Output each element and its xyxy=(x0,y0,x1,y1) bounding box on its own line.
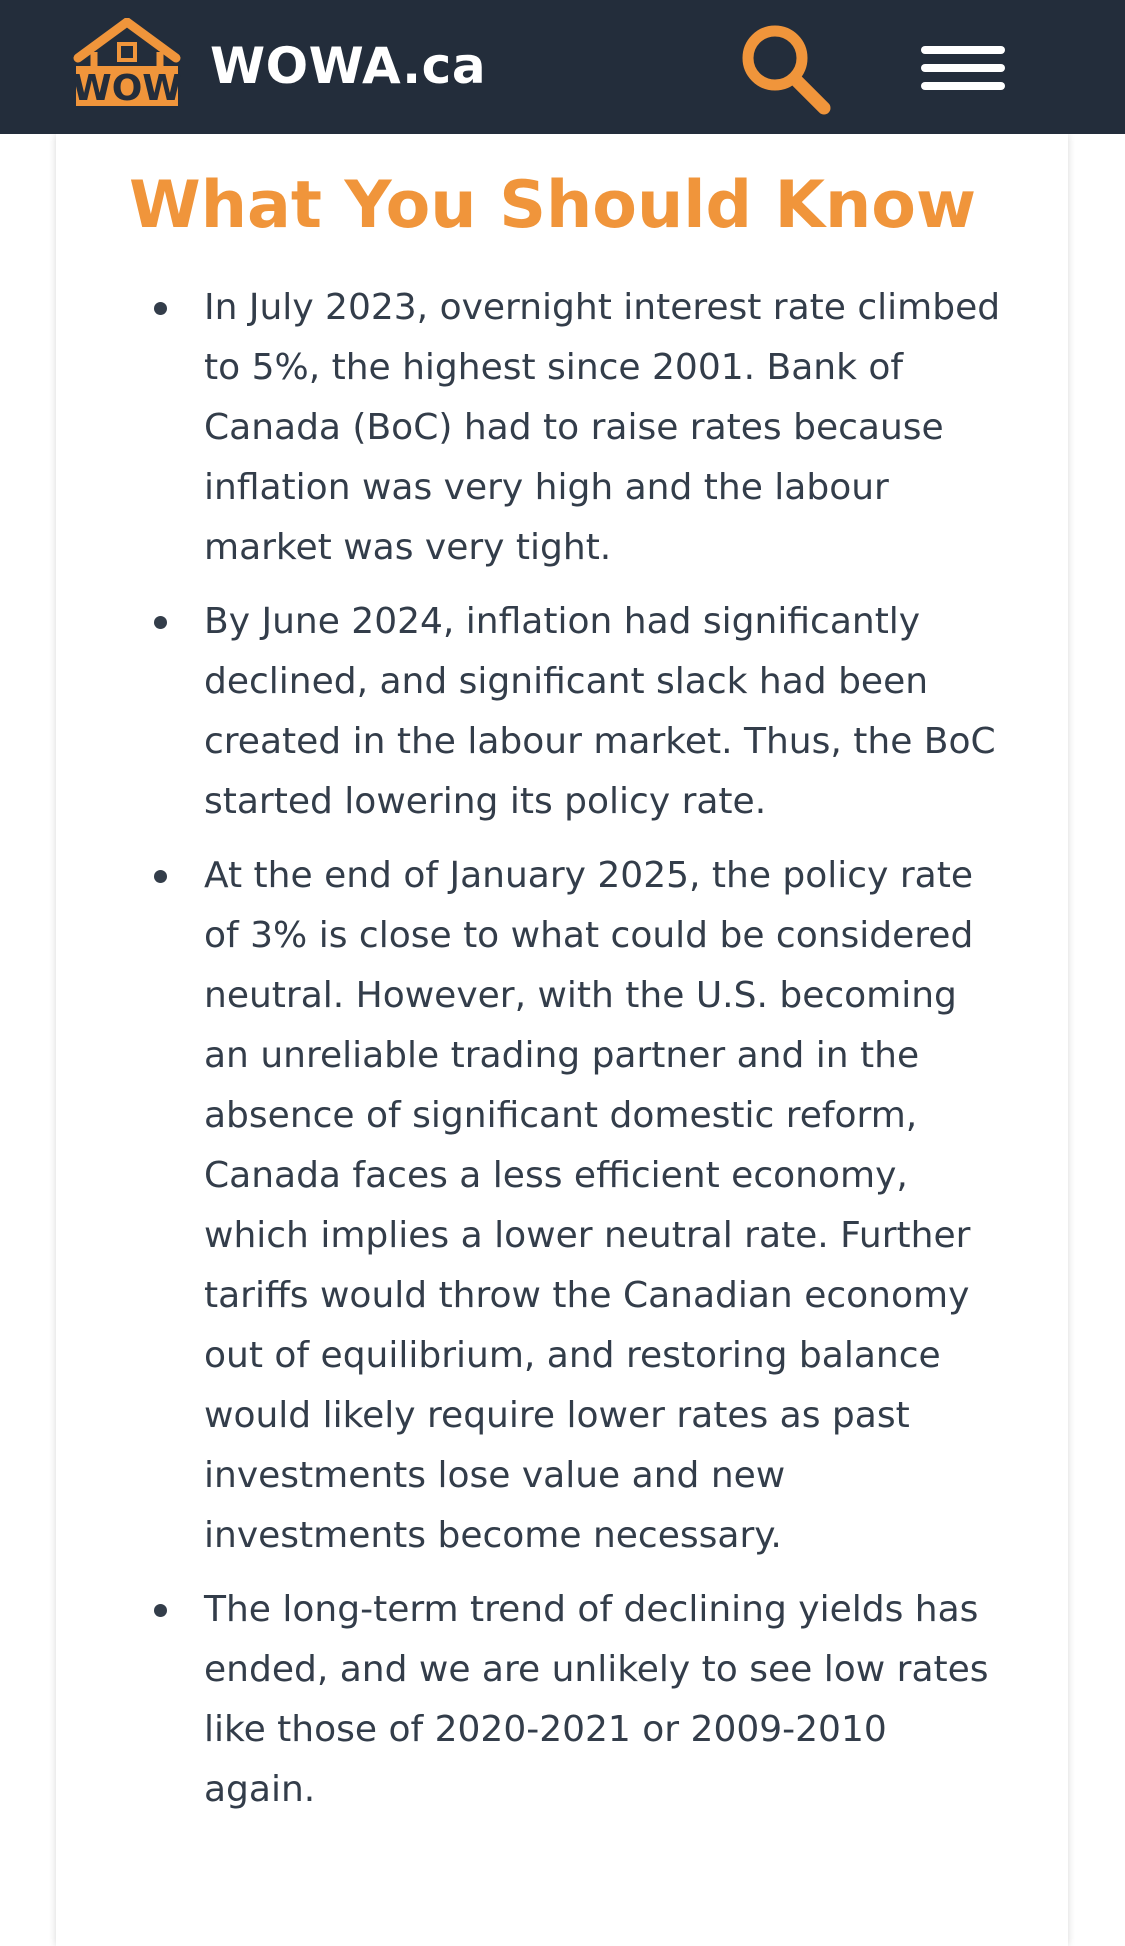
section-heading: What You Should Know xyxy=(129,168,976,243)
logo-text: WOW xyxy=(72,68,182,106)
menu-bar-line xyxy=(921,64,1005,72)
top-navigation-bar xyxy=(0,0,1125,134)
house-logo-icon[interactable] xyxy=(72,18,182,106)
list-item: The long-term trend of declining yields has ended, and we are unlikely to see low rates like those of 2020-2021 or 2009-2010 again. xyxy=(204,1580,1004,1820)
menu-bar-line xyxy=(921,46,1005,54)
list-item: In July 2023, overnight interest rate climbed to 5%, the highest since 2001. Bank of Canada (BoC) had to raise rates because inflation was very high and the labour market was very tight. xyxy=(204,278,1004,578)
key-points-list xyxy=(204,278,1004,1834)
search-icon[interactable] xyxy=(736,20,836,120)
list-item: By June 2024, inflation had significantly declined, and significant slack had been created in the labour market. Thus, the BoC started lowering its policy rate. xyxy=(204,592,1004,832)
hamburger-menu-icon[interactable] xyxy=(918,40,1008,96)
menu-bar-line xyxy=(921,82,1005,90)
brand-name[interactable]: WOWA.ca xyxy=(210,37,487,95)
list-item: At the end of January 2025, the policy rate of 3% is close to what could be considered neutral. However, with the U.S. becoming an unreliable trading partner and in the absence of significant domestic reform, Canada faces a less efficient economy, which implies a lower neutral rate. Further tariffs would throw the Canadian economy out of equilibrium, and restoring balance would likely require lower rates as past investments lose value and new investments become necessary. xyxy=(204,846,1004,1566)
